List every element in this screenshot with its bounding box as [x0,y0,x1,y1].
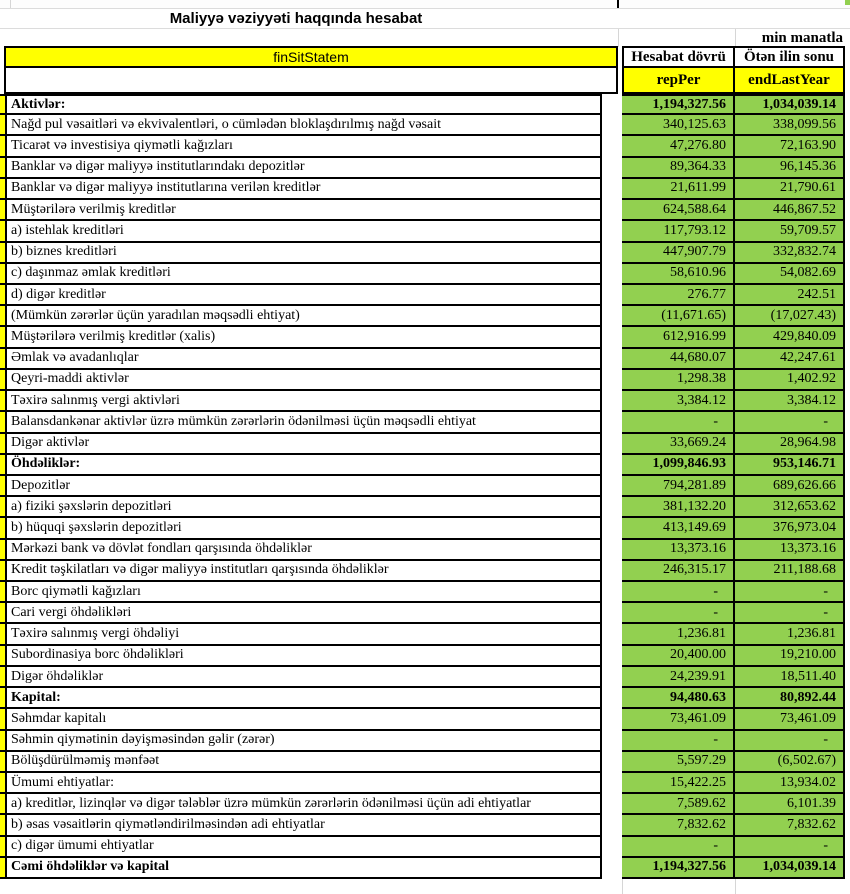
row-label-cell[interactable]: Digər aktivlər [7,434,602,455]
row-label-cell[interactable]: a) fiziki şəxslərin depozitləri [7,497,602,518]
value-cell-end-last-year[interactable]: 3,384.12 [735,391,845,412]
row-label-cell[interactable]: a) istehlak kreditləri [7,221,602,242]
table-row [0,561,850,582]
row-label-cell[interactable]: Banklar və digər maliyyə institutlarına verilən kreditlər [7,179,602,200]
column-code-end-last-year[interactable]: endLastYear [735,68,845,94]
row-label-cell[interactable]: c) daşınmaz əmlak kreditləri [7,264,602,285]
value-cell-reporting-period[interactable]: 89,364.33 [622,158,735,179]
table-row [0,349,850,370]
row-marker-cell[interactable] [0,455,7,476]
table-row [0,646,850,667]
value-cell-reporting-period[interactable]: - [622,582,735,603]
row-label-cell[interactable]: Əmlak və avadanlıqlar [7,349,602,370]
value-cell-reporting-period[interactable]: 3,384.12 [622,391,735,412]
table-row [0,837,850,858]
row-marker-cell[interactable] [0,731,7,752]
value-cell-end-last-year[interactable]: 80,892.44 [735,688,845,709]
row-label-cell[interactable]: Aktivlər: [7,94,602,115]
grid-gap [602,243,622,264]
value-cell-reporting-period[interactable]: 1,236.81 [622,624,735,645]
table-row [0,370,850,391]
row-marker-cell[interactable] [0,497,7,518]
value-cell-reporting-period[interactable]: 794,281.89 [622,476,735,497]
value-cell-end-last-year[interactable]: 446,867.52 [735,200,845,221]
row-marker-cell[interactable] [0,646,7,667]
row-label-cell[interactable]: Səhmin qiymətinin dəyişməsindən gəlir (zərər) [7,731,602,752]
row-marker-cell[interactable] [0,624,7,645]
grid-gap [602,306,622,327]
row-marker-cell[interactable] [0,518,7,539]
row-label-cell[interactable]: Müştərilərə verilmiş kreditlər (xalis) [7,327,602,348]
top-grid-strip [0,0,850,9]
table-row [0,264,850,285]
row-label-cell[interactable]: Təxirə salınmış vergi öhdəliyi [7,624,602,645]
table-row [0,412,850,433]
grid-gap [602,455,622,476]
value-cell-reporting-period[interactable]: 21,611.99 [622,179,735,200]
gridline [735,29,736,47]
row-label-cell[interactable]: Balansdankənar aktivlər üzrə mümkün zərərlərin ödənilməsi üçün məqsədli ehtiyat [7,412,602,433]
value-cell-end-last-year[interactable]: 338,099.56 [735,115,845,136]
table-row [0,115,850,136]
gridline [735,879,736,894]
row-label-cell[interactable]: Ümumi ehtiyatlar: [7,773,602,794]
value-cell-end-last-year[interactable]: 1,402.92 [735,370,845,391]
value-cell-end-last-year[interactable]: 689,626.66 [735,476,845,497]
grid-gap [602,264,622,285]
row-marker-cell[interactable] [0,391,7,412]
table-row [0,285,850,306]
value-cell-reporting-period[interactable]: 7,832.62 [622,815,735,836]
value-cell-reporting-period[interactable]: 5,597.29 [622,752,735,773]
value-cell-reporting-period[interactable]: - [622,731,735,752]
row-marker-cell[interactable] [0,434,7,455]
value-cell-reporting-period[interactable]: 13,373.16 [622,540,735,561]
green-cell-fragment [845,0,850,5]
table-row [0,731,850,752]
table-row [0,434,850,455]
grid-gap [602,221,622,242]
row-marker-cell[interactable] [0,709,7,730]
grid-gap [602,349,622,370]
grid-gap [602,540,622,561]
row-marker-cell[interactable] [0,285,7,306]
grid-gap [602,731,622,752]
row-marker-cell[interactable] [0,582,7,603]
row-label-cell[interactable]: b) hüquqi şəxslərin depozitləri [7,518,602,539]
gridline [10,0,11,8]
row-marker-cell[interactable] [0,94,7,115]
value-cell-reporting-period[interactable]: 1,099,846.93 [622,455,735,476]
value-cell-end-last-year[interactable]: 6,101.39 [735,794,845,815]
row-label-cell[interactable]: c) digər ümumi ehtiyatlar [7,837,602,858]
value-cell-reporting-period[interactable]: 624,588.64 [622,200,735,221]
value-cell-end-last-year[interactable]: 429,840.09 [735,327,845,348]
value-cell-end-last-year[interactable]: 54,082.69 [735,264,845,285]
grid-gap [602,688,622,709]
row-marker-cell[interactable] [0,243,7,264]
row-label-cell[interactable]: (Mümkün zərərlər üçün yaradılan məqsədli ehtiyat) [7,306,602,327]
row-marker-cell[interactable] [0,858,7,879]
grid-gap [602,412,622,433]
table-row [0,94,850,115]
value-cell-end-last-year[interactable]: 376,973.04 [735,518,845,539]
gridline [617,0,619,8]
table-row [0,179,850,200]
grid-gap [602,476,622,497]
row-label-cell[interactable]: Nağd pul vəsaitləri və ekvivalentləri, o cümlədən bloklaşdırılmış nağd vəsait [7,115,602,136]
value-cell-reporting-period[interactable]: 44,680.07 [622,349,735,370]
row-label-cell[interactable]: Banklar və digər maliyyə institutlarındakı depozitlər [7,158,602,179]
value-cell-reporting-period[interactable]: 413,149.69 [622,518,735,539]
value-cell-reporting-period[interactable]: 276.77 [622,285,735,306]
empty-header-cell[interactable] [4,68,618,94]
row-marker-cell[interactable] [0,306,7,327]
statement-code-cell[interactable]: finSitStatem [4,46,618,68]
grid-gap [602,858,622,879]
value-cell-reporting-period[interactable]: 47,276.80 [622,136,735,157]
row-label-cell[interactable]: b) biznes kreditləri [7,243,602,264]
value-cell-reporting-period[interactable]: (11,671.65) [622,306,735,327]
value-cell-reporting-period[interactable]: 33,669.24 [622,434,735,455]
column-header-end-last-year[interactable]: Ötən ilin sonu [735,46,845,68]
grid-gap [602,434,622,455]
value-cell-reporting-period[interactable]: 1,194,327.56 [622,858,735,879]
grid-gap [602,624,622,645]
row-marker-cell[interactable] [0,794,7,815]
table-row [0,582,850,603]
value-cell-end-last-year[interactable]: 13,934.02 [735,773,845,794]
grid-gap [602,179,622,200]
grid-gap [602,518,622,539]
row-label-cell[interactable]: Ticarət və investisiya qiymətli kağızları [7,136,602,157]
value-cell-end-last-year[interactable]: - [735,731,845,752]
row-marker-cell[interactable] [0,837,7,858]
value-cell-reporting-period[interactable]: 447,907.79 [622,243,735,264]
gridline [622,879,623,894]
table-row [0,773,850,794]
column-header-reporting-period[interactable]: Hesabat dövrü [622,46,735,68]
row-marker-cell[interactable] [0,561,7,582]
table-row [0,667,850,688]
row-marker-cell[interactable] [0,667,7,688]
bottom-grid-strip [0,879,850,894]
row-marker-cell[interactable] [0,412,7,433]
value-cell-end-last-year[interactable]: 42,247.61 [735,349,845,370]
table-row [0,221,850,242]
row-label-cell[interactable]: Mərkəzi bank və dövlət fondları qarşısında öhdəliklər [7,540,602,561]
value-cell-reporting-period[interactable]: 340,125.63 [622,115,735,136]
value-cell-end-last-year[interactable]: 312,653.62 [735,497,845,518]
value-cell-reporting-period[interactable]: - [622,412,735,433]
value-cell-reporting-period[interactable]: - [622,837,735,858]
value-cell-reporting-period[interactable]: 117,793.12 [622,221,735,242]
value-cell-end-last-year[interactable]: 211,188.68 [735,561,845,582]
value-cell-reporting-period[interactable]: 381,132.20 [622,497,735,518]
value-cell-reporting-period[interactable]: 94,480.63 [622,688,735,709]
row-marker-cell[interactable] [0,603,7,624]
row-label-cell[interactable]: b) əsas vəsaitlərin qiymətləndirilməsindən adi ehtiyatlar [7,815,602,836]
value-cell-reporting-period[interactable]: 7,589.62 [622,794,735,815]
row-marker-cell[interactable] [0,688,7,709]
statement-rows [0,94,850,879]
row-marker-cell[interactable] [0,158,7,179]
table-row [0,391,850,412]
row-label-cell[interactable]: Müştərilərə verilmiş kreditlər [7,200,602,221]
value-cell-reporting-period[interactable]: 20,400.00 [622,646,735,667]
row-marker-cell[interactable] [0,540,7,561]
report-title[interactable]: Maliyyə vəziyyəti haqqında hesabat [169,10,423,27]
row-marker-cell[interactable] [0,370,7,391]
grid-gap [602,285,622,306]
grid-gap [602,391,622,412]
row-marker-cell[interactable] [0,773,7,794]
grid-gap [602,115,622,136]
row-label-cell[interactable]: d) digər kreditlər [7,285,602,306]
value-cell-end-last-year[interactable]: (17,027.43) [735,306,845,327]
row-label-cell[interactable]: Kapital: [7,688,602,709]
row-marker-cell[interactable] [0,200,7,221]
value-cell-reporting-period[interactable]: 612,916.99 [622,327,735,348]
value-cell-end-last-year[interactable]: (6,502.67) [735,752,845,773]
value-cell-end-last-year[interactable]: 59,709.57 [735,221,845,242]
grid-gap [602,752,622,773]
unit-row [0,28,850,46]
grid-gap [602,646,622,667]
unit-note[interactable]: min manatla [761,29,843,46]
row-label-cell[interactable]: Cəmi öhdəliklər və kapital [7,858,602,879]
row-marker-cell[interactable] [0,327,7,348]
row-marker-cell[interactable] [0,476,7,497]
grid-gap [602,837,622,858]
row-label-cell[interactable]: Səhmdar kapitalı [7,709,602,730]
grid-gap [602,200,622,221]
grid-gap [602,815,622,836]
value-cell-reporting-period[interactable]: 246,315.17 [622,561,735,582]
value-cell-end-last-year[interactable]: 21,790.61 [735,179,845,200]
grid-gap [602,327,622,348]
value-cell-end-last-year[interactable]: 242.51 [735,285,845,306]
row-label-cell[interactable]: Digər öhdəliklər [7,667,602,688]
table-row [0,243,850,264]
value-cell-reporting-period[interactable]: 1,298.38 [622,370,735,391]
value-cell-reporting-period[interactable]: 24,239.91 [622,667,735,688]
row-label-cell[interactable]: Təxirə salınmış vergi aktivləri [7,391,602,412]
table-row [0,518,850,539]
grid-gap [602,582,622,603]
value-cell-end-last-year[interactable]: 13,373.16 [735,540,845,561]
table-row [0,794,850,815]
value-cell-end-last-year[interactable]: - [735,603,845,624]
column-code-reporting-period[interactable]: repPer [622,68,735,94]
table-row [0,603,850,624]
row-marker-cell[interactable] [0,115,7,136]
table-row [0,136,850,157]
grid-gap [602,709,622,730]
row-marker-cell[interactable] [0,349,7,370]
value-cell-end-last-year[interactable]: - [735,412,845,433]
title-row [0,9,592,28]
value-cell-reporting-period[interactable]: - [622,603,735,624]
table-row [0,752,850,773]
table-row [0,476,850,497]
value-cell-end-last-year[interactable]: 1,034,039.14 [735,858,845,879]
value-cell-end-last-year[interactable]: 96,145.36 [735,158,845,179]
grid-gap [602,561,622,582]
row-label-cell[interactable]: Cari vergi öhdəlikləri [7,603,602,624]
grid-gap [602,773,622,794]
value-cell-end-last-year[interactable]: 73,461.09 [735,709,845,730]
row-label-cell[interactable]: Kredit təşkilatları və digər maliyyə institutları qarşısında öhdəliklər [7,561,602,582]
table-row [0,497,850,518]
table-row [0,327,850,348]
row-marker-cell[interactable] [0,179,7,200]
row-marker-cell[interactable] [0,815,7,836]
table-row [0,455,850,476]
value-cell-end-last-year[interactable]: 19,210.00 [735,646,845,667]
row-label-cell[interactable]: Qeyri-maddi aktivlər [7,370,602,391]
grid-gap [602,158,622,179]
row-marker-cell[interactable] [0,136,7,157]
value-cell-end-last-year[interactable]: 332,832.74 [735,243,845,264]
row-label-cell[interactable]: Depozitlər [7,476,602,497]
value-cell-reporting-period[interactable]: 15,422.25 [622,773,735,794]
table-row [0,624,850,645]
value-cell-end-last-year[interactable]: 7,832.62 [735,815,845,836]
value-cell-end-last-year[interactable]: 953,146.71 [735,455,845,476]
value-cell-end-last-year[interactable]: 72,163.90 [735,136,845,157]
grid-gap [602,497,622,518]
value-cell-reporting-period[interactable]: 58,610.96 [622,264,735,285]
table-row [0,858,850,879]
row-label-cell[interactable]: Subordinasiya borc öhdəlikləri [7,646,602,667]
table-row [0,688,850,709]
value-cell-end-last-year[interactable]: 1,034,039.14 [735,94,845,115]
value-cell-reporting-period[interactable]: 73,461.09 [622,709,735,730]
table-row [0,540,850,561]
value-cell-end-last-year[interactable]: - [735,837,845,858]
row-marker-cell[interactable] [0,264,7,285]
value-cell-end-last-year[interactable]: 1,236.81 [735,624,845,645]
grid-gap [602,603,622,624]
table-row [0,200,850,221]
grid-gap [602,370,622,391]
row-marker-cell[interactable] [0,752,7,773]
grid-gap [602,667,622,688]
gridline [618,29,619,47]
table-row [0,815,850,836]
grid-gap [602,94,622,115]
table-row [0,306,850,327]
value-cell-reporting-period[interactable]: 1,194,327.56 [622,94,735,115]
table-row [0,709,850,730]
grid-gap [602,794,622,815]
table-row [0,158,850,179]
value-cell-end-last-year[interactable]: 28,964.98 [735,434,845,455]
row-label-cell[interactable]: Bölüşdürülməmiş mənfəət [7,752,602,773]
value-cell-end-last-year[interactable]: - [735,582,845,603]
row-label-cell[interactable]: a) kreditlər, lizinqlər və digər tələblər üzrə mümkün zərərlərin ödənilməsi üçün adi ehtiyatlar [7,794,602,815]
row-label-cell[interactable]: Öhdəliklər: [7,455,602,476]
grid-gap [602,136,622,157]
row-marker-cell[interactable] [0,221,7,242]
value-cell-end-last-year[interactable]: 18,511.40 [735,667,845,688]
row-label-cell[interactable]: Borc qiymətli kağızları [7,582,602,603]
